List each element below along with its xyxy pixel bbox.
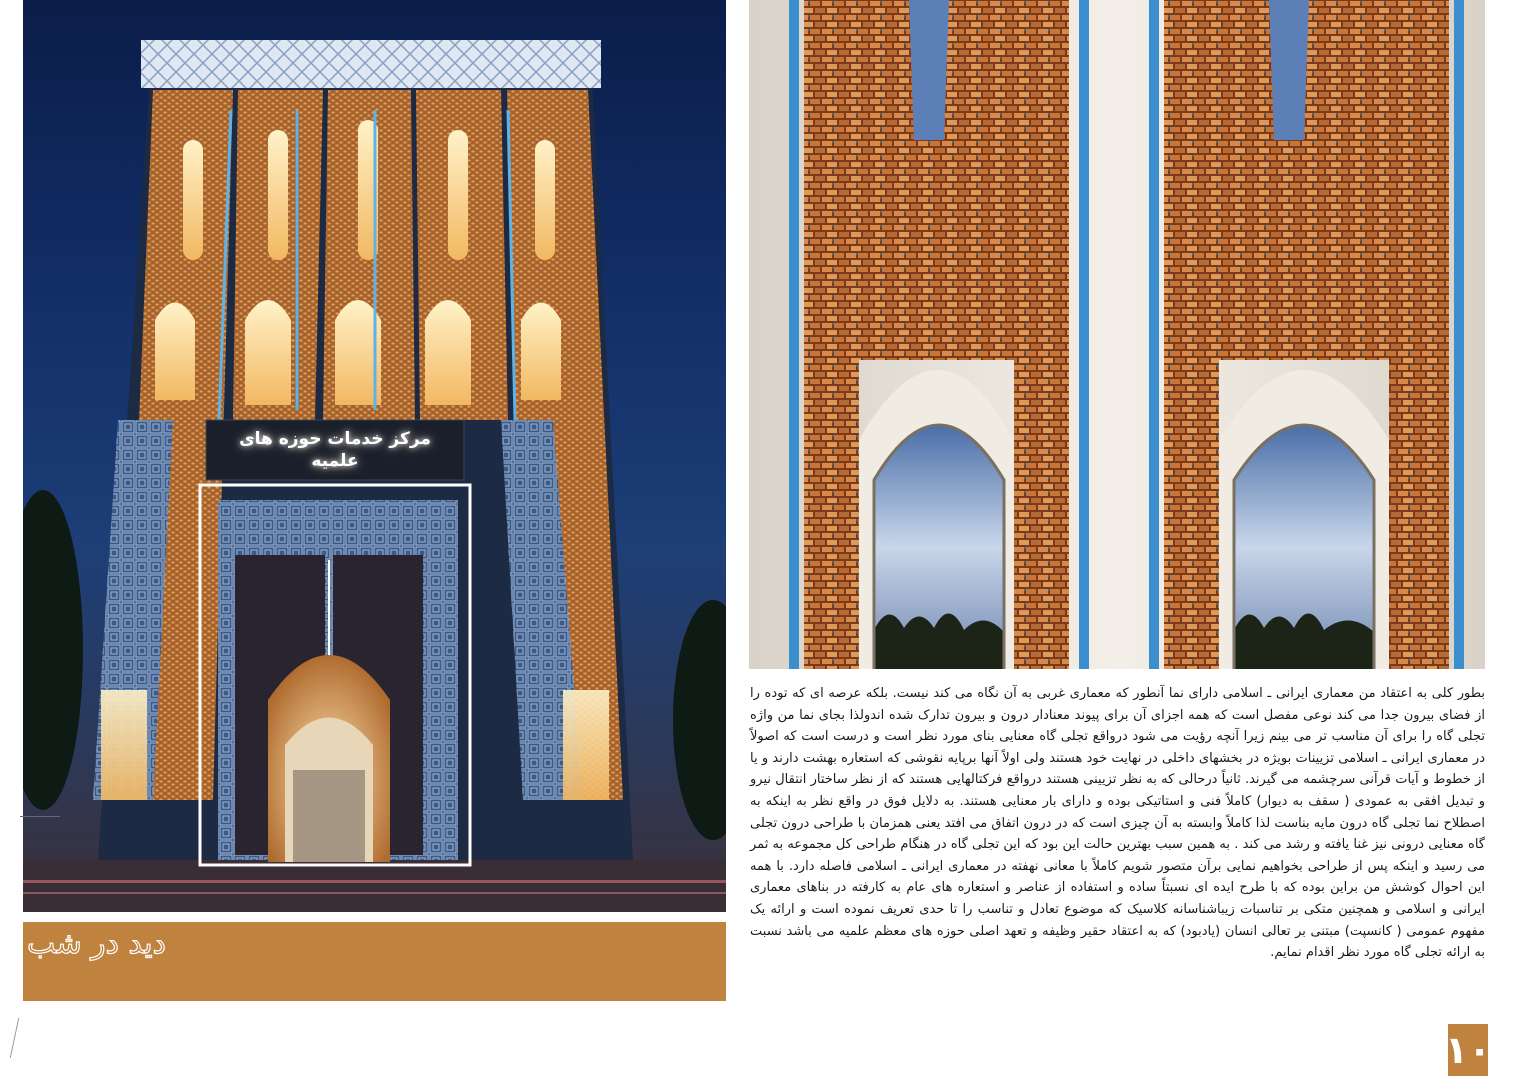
night-rendering-image (23, 0, 726, 912)
article-text (750, 683, 1485, 964)
article-paragraph: بطور کلی به اعتقاد من معماری ایرانی ـ اسلامی دارای نما آنطور که معماری غربی به آن نگاه می کند نیست. بلکه عرصه ای که توده را از فضای بیرون جدا می کند نوعی مفصل است که همه اجزای آن برای پیوند معنادار درون و بیرون تدارک شده اندولذا بجای نما من واژه تجلی گاه را برای آن مناسب تر می بینم زیرا آنچه رؤیت می شود درواقع تجلی گاه معنایی بنای مورد نظر است و درست است که اصولاً در معماری ایرانی ـ اسلامی تزیینات بویژه در بخشهای داخلی در نهایت خود هستند ولی اولاً آنها برپایه نقوشی که استعاره بهشت دارند و یا از خطوط و آیات قرآنی سرچشمه می گیرند. ثانیاً درحالی که به نظر تزیینی هستند درواقع فرکتالهایی هستند که از نظر ساختار انتقال نیرو و تبدیل افقی به عمودی ( سقف به دیوار) کاملاً فنی و استاتیکی بوده و دارای بار معنایی هستند. به دلایل فوق در واقع نظر به اینکه به اصطلاح نما تجلی گاه درون مایه بناست لذا کاملاً وابسته به آن چیزی است که در درون اتفاق می افتد یعنی همزمان با طراحی درون تجلی گاه معنایی درونی نیز غنا یافته و رشد می کند . به همین سبب بهترین حالت این بود که این تجلی گاه در هنگام طراحی کل مجموعه به ثمر می رسید و اینکه پس از طراحی بخواهیم نمایی برآن متصور شویم کاملاً با معانی نهفته در معماری ایرانی ـ اسلامی فاصله دارد. با همه این احوال کوشش من براین بوده که با طرح ایده ای نسبتاً ساده و استفاده از عناصر و استعاره های عام به کارفته در بناهای معماری ایرانی و اسلامی و همچنین متکی بر تناسبات زیباشناسانه کلاسیک که موضوع تعادل و تناسب را تا حدی تعریف نموده است و ارائه یک مفهوم عمومی ( کانسپت) مبتنی بر تعالی انسان (یادبود) که به اعتقاد حقیر وظیفه و تعهد اصلی حوزه های معظم علمیه می باشد نسبت به ارائه تجلی گاه مورد نظر اقدام نمایم. (750, 686, 1485, 961)
caption-band (23, 922, 726, 1001)
brick-arch-detail-illustration (749, 0, 1485, 669)
corner-mark (10, 1018, 26, 1058)
margin-rule (20, 816, 60, 817)
page-number-tab (1444, 1024, 1492, 1076)
building-sign-text: مرکز خدمات حوزه های علمیه (239, 429, 431, 471)
caption-night-view: دید در شب (27, 926, 166, 961)
page-number: ۱۰ (1444, 1028, 1492, 1072)
facade-detail-image (749, 0, 1485, 669)
